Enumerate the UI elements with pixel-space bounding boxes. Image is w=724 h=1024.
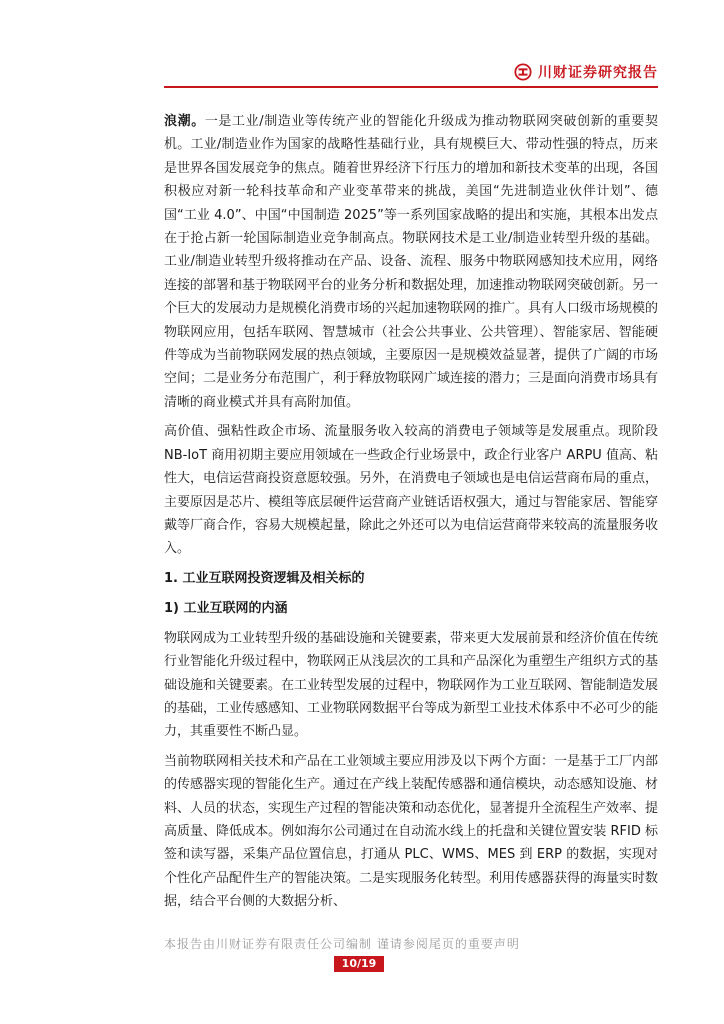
report-title: 川财证券研究报告: [538, 65, 658, 81]
page-number: 10/19: [334, 956, 384, 972]
paragraph: 高价值、强粘性政企市场、流量服务收入较高的消费电子领域等是发展重点。现阶段 NB-IoT 商用初期主要应用领域在一些政企行业场景中，政企行业客户 ARPU 值高、粘性大，电信运营商投资意愿较强。另外，在消费电子领域也是电信运营商布局的重点，主要原因是芯片、模组等底层硬件运营商产业链话语权强大，通过与智能家居、智能穿戴等厂商合作，容易大规模起量，除此之外还可以为电信运营商带来较高的流量服务收入。: [164, 424, 659, 557]
paragraph-lead: 浪潮。: [164, 114, 205, 129]
paragraph: 当前物联网相关技术和产品在工业领域主要应用涉及以下两个方面：一是基于工厂内部的传感器实现的智能化生产。通过在产线上装配传感器和通信模块，动态感知设施、材料、人员的状态，实现生产过程的智能决策和动态优化，显著提升全流程生产效率、提高质量、降低成本。例如海尔公司通过在自动流水线上的托盘和关键位置安装 RFID 标签和读写器，采集产品位置信息，打通从 PLC、WMS、MES 到 ERP 的数据，实现对个性化产品配件生产的智能决策。二是实现服务化转型。利用传感器获得的海量实时数据，结合平台侧的大数据分析、: [164, 753, 659, 910]
footer-disclaimer: 本报告由川财证券有限责任公司编制 谨请参阅尾页的重要声明: [164, 937, 520, 951]
paragraph: 物联网成为工业转型升级的基础设施和关键要素，带来更大发展前景和经济价值在传统行业智能化升级过程中，物联网正从浅层次的工具和产品深化为重塑生产组织方式的基础设施和关键要素。在工业转型发展的过程中，物联网作为工业互联网、智能制造发展的基础，工业传感感知、工业物联网数据平台等成为新型工业技术体系中不必可少的能力，其重要性不断凸显。: [164, 630, 659, 740]
section-heading: 1. 工业互联网投资逻辑及相关标的: [164, 570, 365, 586]
paragraph: [164, 110, 658, 414]
paragraph-text: 一是工业/制造业等传统产业的智能化升级成为推动物联网突破创新的重要契机。工业/制造业作为国家的战略性基础行业，具有规模巨大、带动性强的特点，历来是世界各国发展竞争的焦点。随着世界经济下行压力的增加和新技术变革的出现，各国积极应对新一轮科技革命和产业变革带来的挑战，美国“先进制造业伙伴计划”、德国“工业 4.0”、中国“中国制造 2025”等一系列国家战略的提出和实施，其根本出发点在于抢占新一轮国际制造业竞争制高点。物联网技术是工业/制造业转型升级的基础。工业/制造业转型升级将推动在产品、设备、流程、服务中物联网感知技术应用，网络连接的部署和基于物联网平台的业务分析和数据处理，加速推动物联网突破创新。另一个巨大的发展动力是规模化消费市场的兴起加速物联网的推广。具有人口级市场规模的物联网应用，包括车联网、智慧城市（社会公共事业、公共管理）、智能家居、智能硬件等成为当前物联网发展的热点领域，主要原因一是规模效益显著，提供了广阔的市场空间；二是业务分布范围广，利于释放物联网广域连接的潜力；三是面向消费市场具有清晰的商业模式并具有高附加值。: [164, 114, 659, 410]
chuancai-logo-icon: [514, 63, 532, 81]
report-header: [164, 60, 658, 84]
header-divider: [164, 86, 658, 88]
report-body: [164, 110, 658, 920]
subsection-heading: 1) 工业互联网的内涵: [164, 600, 288, 616]
